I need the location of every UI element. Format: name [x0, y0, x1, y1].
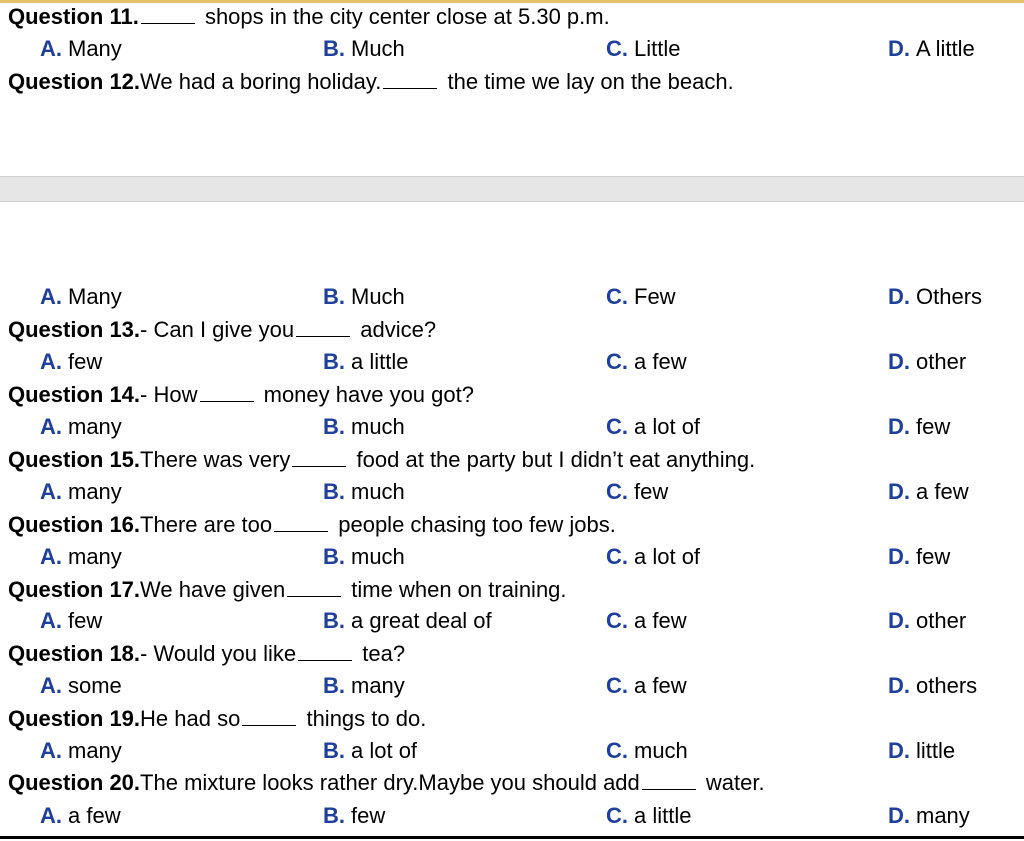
option-text: many: [68, 544, 122, 569]
option-text: Others: [916, 284, 983, 309]
option-b: [323, 477, 405, 507]
option-letter: C.: [606, 349, 628, 374]
question-text-after: tea?: [356, 641, 406, 666]
option-b: [323, 282, 405, 312]
option-text: many: [68, 738, 122, 763]
option-b: [323, 606, 492, 636]
option-text: Few: [634, 284, 676, 309]
question-12: [8, 67, 734, 97]
answer-blank: [296, 316, 350, 337]
option-letter: A.: [40, 414, 62, 439]
option-letter: B.: [323, 544, 345, 569]
option-letter: B.: [323, 36, 345, 61]
answer-blank: [141, 3, 195, 24]
option-letter: D.: [888, 544, 910, 569]
question-number: Question 11.: [8, 4, 139, 29]
question-11: [8, 2, 610, 32]
options-row-19: [0, 736, 1024, 766]
question-text-after: water.: [699, 770, 765, 795]
question-text-after: money have you got?: [257, 382, 474, 407]
options-row-16: [0, 542, 1024, 572]
question-text-after: the time we lay on the beach.: [441, 69, 734, 94]
answer-blank: [242, 705, 296, 726]
answer-blank: [642, 769, 696, 790]
question-text-before: We have given: [140, 577, 286, 602]
option-a: [40, 34, 122, 64]
option-letter: A.: [40, 36, 62, 61]
option-letter: C.: [606, 738, 628, 763]
option-letter: A.: [40, 673, 62, 698]
option-text: little: [916, 738, 956, 763]
question-text-before: There are too: [140, 512, 273, 537]
option-letter: D.: [888, 803, 910, 828]
answer-blank: [287, 576, 341, 597]
question-number: Question 12.: [8, 69, 141, 94]
option-letter: D.: [888, 414, 910, 439]
options-row-17: [0, 606, 1024, 636]
option-b: [323, 347, 408, 377]
option-c: [606, 412, 700, 442]
option-letter: A.: [40, 608, 62, 633]
option-b: [323, 801, 385, 831]
option-a: [40, 606, 102, 636]
option-text: some: [68, 673, 122, 698]
question-text-after: shops in the city center close at 5.30 p.m.: [198, 4, 610, 29]
option-text: a few: [68, 803, 121, 828]
question-text-before: - Can I give you: [140, 317, 295, 342]
option-b: [323, 542, 405, 572]
option-text: many: [68, 414, 122, 439]
question-text-before: The mixture looks rather dry.Maybe you should add: [140, 770, 640, 795]
options-row-12: [0, 282, 1024, 312]
option-text: few: [68, 349, 103, 374]
option-text: Little: [634, 36, 681, 61]
question-number: Question 16.: [8, 512, 141, 537]
option-c: [606, 801, 691, 831]
question-number: Question 13.: [8, 317, 141, 342]
question-text-after: advice?: [354, 317, 437, 342]
option-d: [888, 282, 982, 312]
answer-blank: [383, 68, 437, 89]
option-d: [888, 736, 955, 766]
question-number: Question 19.: [8, 706, 141, 731]
option-c: [606, 542, 700, 572]
question-17: [8, 575, 567, 605]
option-text: other: [916, 349, 967, 374]
option-letter: A.: [40, 803, 62, 828]
option-text: a lot of: [634, 414, 701, 439]
option-text: many: [351, 673, 405, 698]
option-letter: A.: [40, 349, 62, 374]
option-d: [888, 34, 975, 64]
option-text: Much: [351, 284, 405, 309]
option-b: [323, 671, 405, 701]
option-letter: D.: [888, 479, 910, 504]
option-text: Many: [68, 284, 122, 309]
option-text: few: [916, 544, 951, 569]
question-20: [8, 768, 765, 798]
question-number: Question 14.: [8, 382, 141, 407]
option-a: [40, 736, 122, 766]
options-row-15: [0, 477, 1024, 507]
question-text-after: time when on training.: [345, 577, 567, 602]
option-text: a lot of: [634, 544, 701, 569]
option-a: [40, 801, 121, 831]
option-text: A little: [916, 36, 975, 61]
question-number: Question 20.: [8, 770, 141, 795]
option-text: Much: [351, 36, 405, 61]
option-text: other: [916, 608, 967, 633]
question-16: [8, 510, 616, 540]
option-text: a great deal of: [351, 608, 492, 633]
option-letter: B.: [323, 673, 345, 698]
option-letter: C.: [606, 414, 628, 439]
option-letter: D.: [888, 608, 910, 633]
option-text: many: [68, 479, 122, 504]
question-text-before: He had so: [140, 706, 241, 731]
option-letter: D.: [888, 349, 910, 374]
option-letter: B.: [323, 284, 345, 309]
question-number: Question 15.: [8, 447, 141, 472]
answer-blank: [274, 511, 328, 532]
option-letter: C.: [606, 673, 628, 698]
option-text: much: [351, 479, 405, 504]
question-text-before: - Would you like: [140, 641, 297, 666]
option-a: [40, 542, 122, 572]
option-a: [40, 671, 122, 701]
option-d: [888, 606, 966, 636]
option-b: [323, 736, 417, 766]
option-letter: B.: [323, 349, 345, 374]
question-text-after: people chasing too few jobs.: [332, 512, 616, 537]
option-text: a few: [634, 608, 687, 633]
option-c: [606, 736, 688, 766]
option-text: a few: [916, 479, 969, 504]
option-text: much: [351, 414, 405, 439]
option-text: a little: [351, 349, 409, 374]
option-d: [888, 347, 966, 377]
options-row-13: [0, 347, 1024, 377]
option-letter: A.: [40, 544, 62, 569]
option-text: others: [916, 673, 978, 698]
option-c: [606, 671, 687, 701]
option-d: [888, 477, 969, 507]
option-d: [888, 671, 977, 701]
option-letter: B.: [323, 803, 345, 828]
option-text: few: [68, 608, 103, 633]
question-14: [8, 380, 474, 410]
option-a: [40, 347, 102, 377]
option-text: a few: [634, 673, 687, 698]
option-letter: C.: [606, 36, 628, 61]
option-c: [606, 282, 676, 312]
option-letter: C.: [606, 544, 628, 569]
question-19: [8, 704, 426, 734]
question-text-after: food at the party but I didn’t eat anything.: [350, 447, 756, 472]
option-letter: D.: [888, 673, 910, 698]
option-c: [606, 347, 687, 377]
answer-blank: [298, 640, 352, 661]
option-c: [606, 477, 668, 507]
options-row-18: [0, 671, 1024, 701]
option-text: much: [351, 544, 405, 569]
option-a: [40, 477, 122, 507]
options-row-20: [0, 801, 1024, 831]
option-letter: A.: [40, 284, 62, 309]
question-13: [8, 315, 436, 345]
option-letter: D.: [888, 36, 910, 61]
option-letter: C.: [606, 284, 628, 309]
question-number: Question 17.: [8, 577, 141, 602]
option-text: few: [351, 803, 386, 828]
option-letter: A.: [40, 738, 62, 763]
option-a: [40, 282, 122, 312]
option-text: Many: [68, 36, 122, 61]
option-c: [606, 606, 687, 636]
option-d: [888, 412, 950, 442]
question-text-before: We had a boring holiday.: [140, 69, 382, 94]
option-text: few: [916, 414, 951, 439]
question-text-after: things to do.: [300, 706, 427, 731]
option-letter: B.: [323, 479, 345, 504]
option-b: [323, 412, 405, 442]
option-letter: B.: [323, 608, 345, 633]
option-letter: C.: [606, 479, 628, 504]
question-number: Question 18.: [8, 641, 141, 666]
option-letter: C.: [606, 608, 628, 633]
option-text: many: [916, 803, 970, 828]
option-d: [888, 542, 950, 572]
option-letter: A.: [40, 479, 62, 504]
option-a: [40, 412, 122, 442]
option-text: a little: [634, 803, 692, 828]
option-text: few: [634, 479, 669, 504]
option-letter: D.: [888, 284, 910, 309]
bottom-rule: [0, 836, 1024, 839]
answer-blank: [292, 446, 346, 467]
option-c: [606, 34, 680, 64]
option-letter: B.: [323, 414, 345, 439]
answer-blank: [200, 381, 254, 402]
options-row-11: [0, 34, 1024, 64]
option-d: [888, 801, 970, 831]
page-separator: [0, 176, 1024, 202]
question-text-before: - How: [140, 382, 198, 407]
question-18: [8, 639, 405, 669]
option-b: [323, 34, 405, 64]
option-text: a few: [634, 349, 687, 374]
option-text: a lot of: [351, 738, 418, 763]
option-letter: D.: [888, 738, 910, 763]
option-letter: C.: [606, 803, 628, 828]
question-15: [8, 445, 755, 475]
options-row-14: [0, 412, 1024, 442]
question-text-before: There was very: [140, 447, 291, 472]
option-text: much: [634, 738, 688, 763]
option-letter: B.: [323, 738, 345, 763]
